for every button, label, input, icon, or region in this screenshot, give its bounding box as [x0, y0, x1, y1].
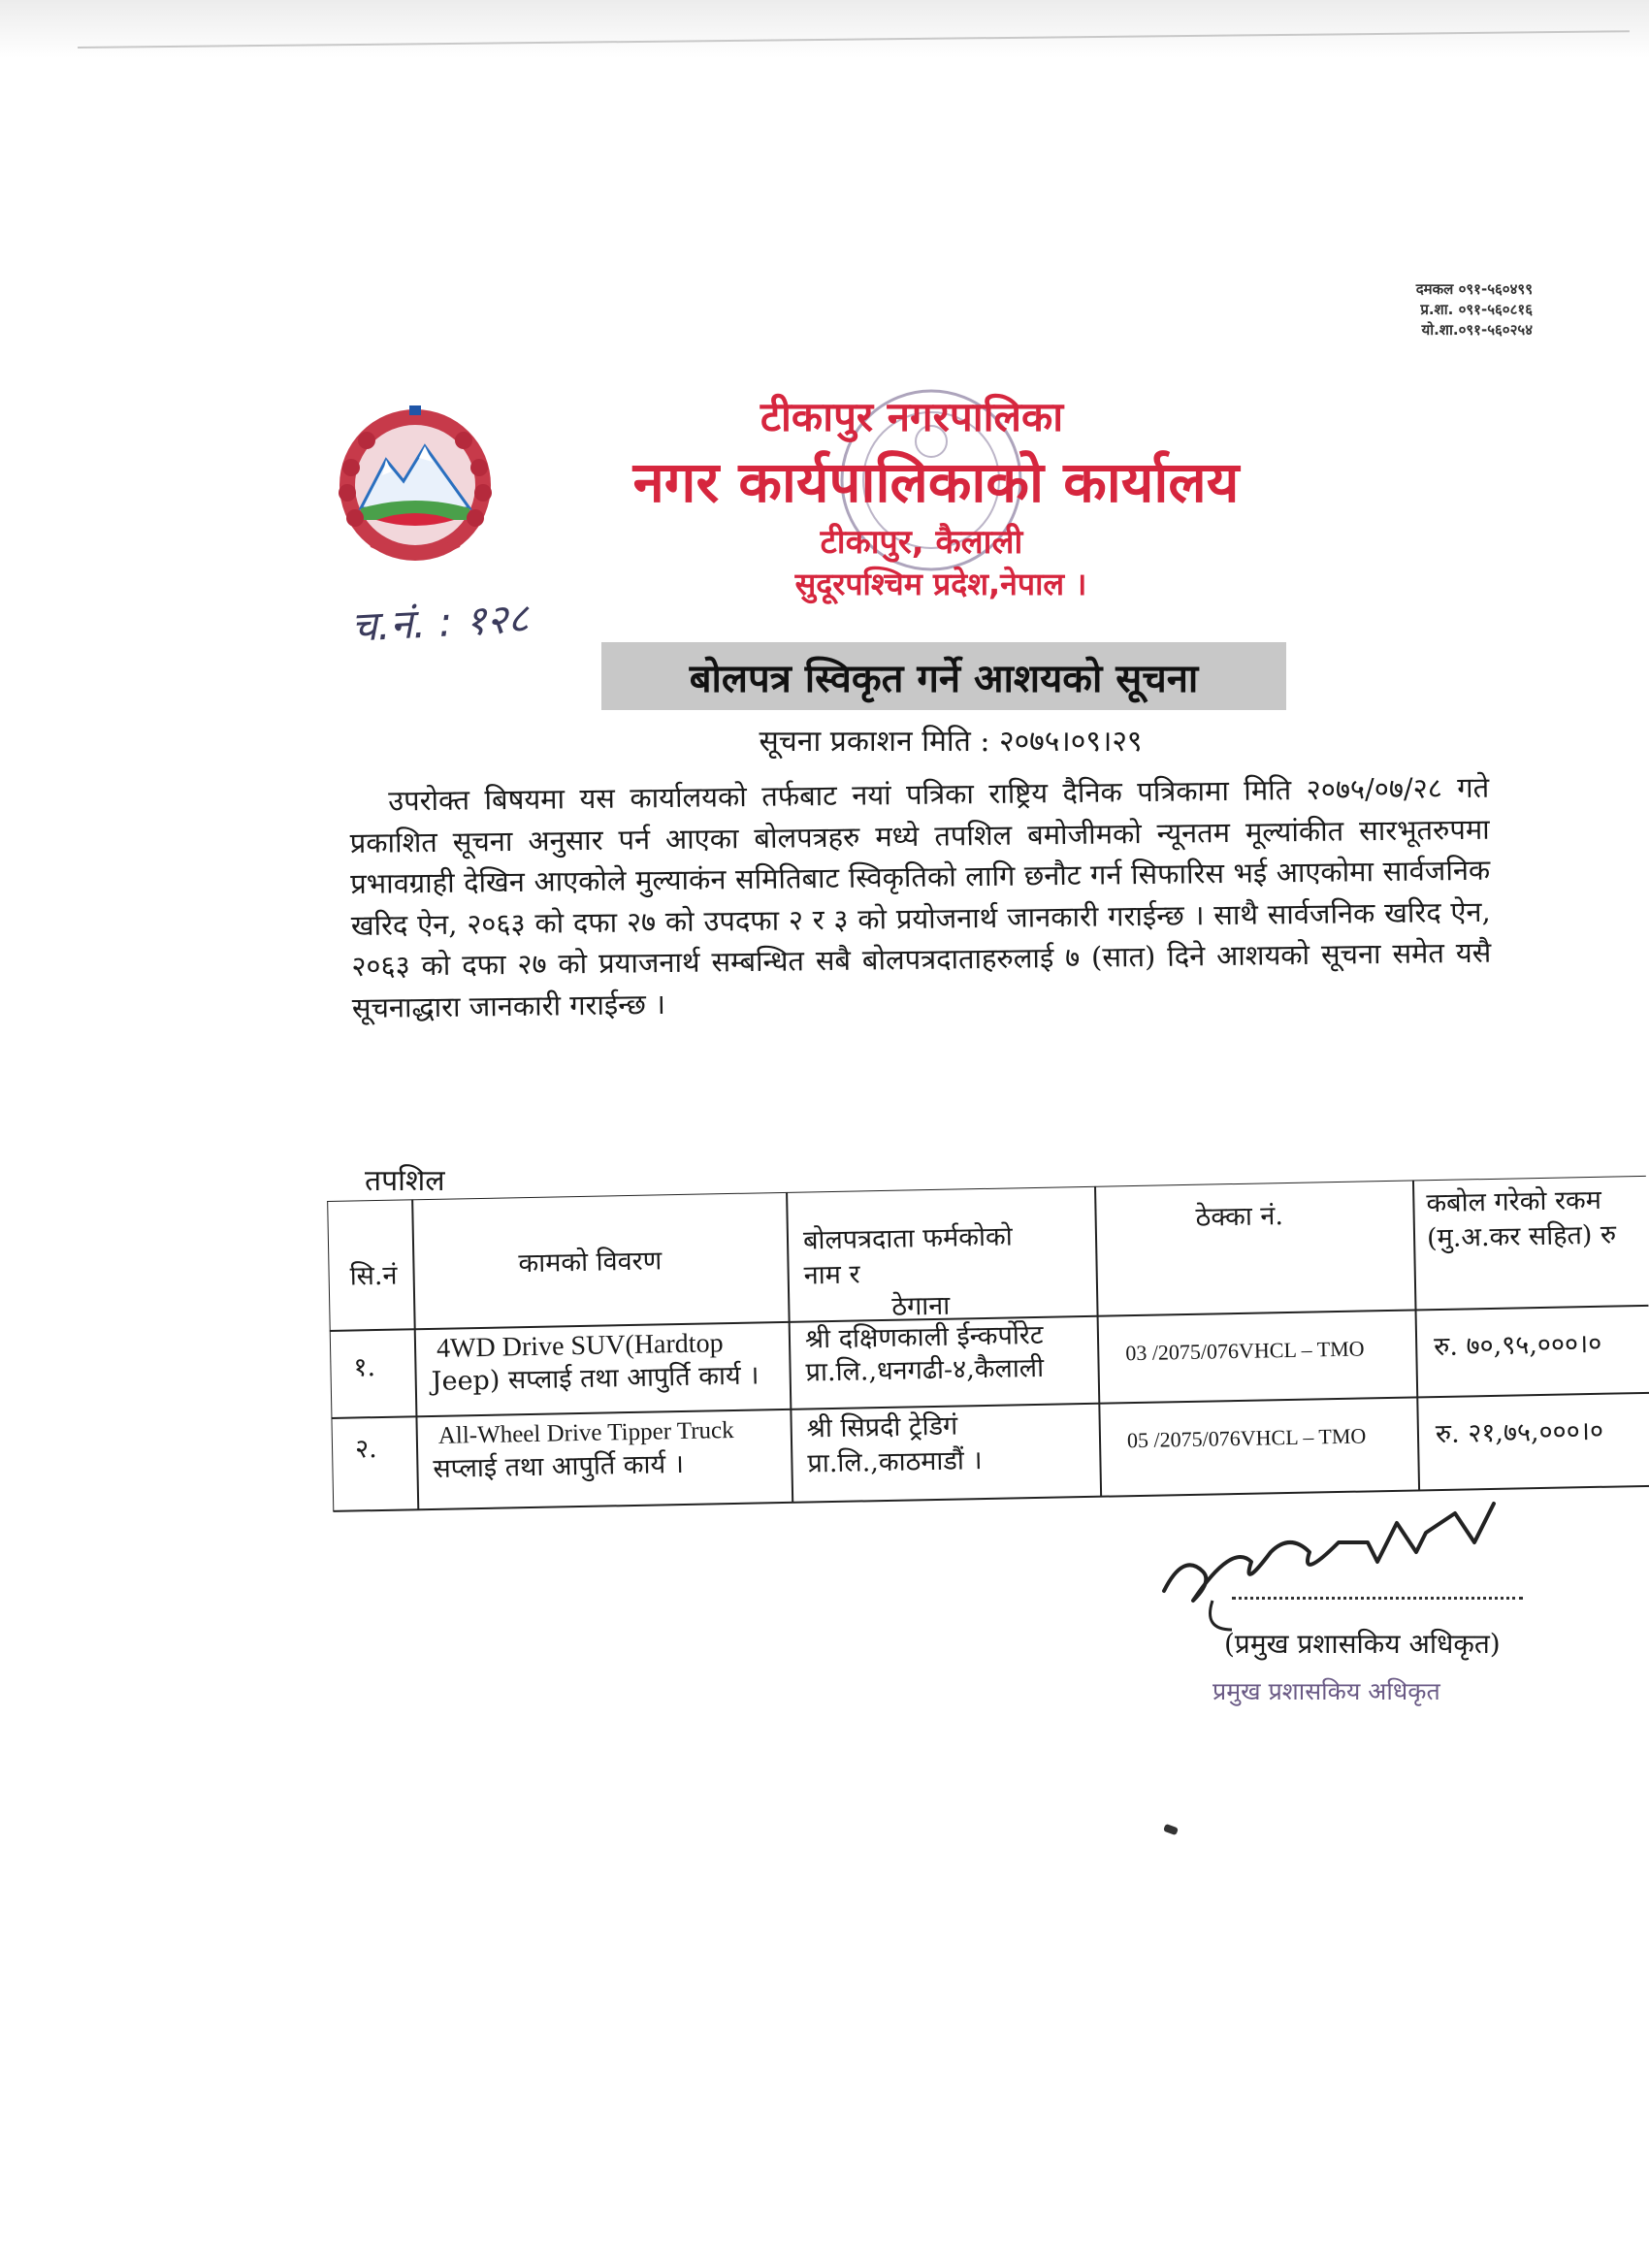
row1-bidder-line2: प्रा.लि.,धनगढी-४,कैलाली [805, 1352, 1045, 1388]
contact-admin: प्र.शा. ०९१-५६०८१६ [1420, 301, 1533, 318]
schedule-label: तपशिल [365, 1164, 445, 1198]
header-contract-no: ठेक्का नं. [1195, 1201, 1284, 1233]
signatory-title: (प्रमुख प्रशासकिय अधिकृत) [1224, 1628, 1501, 1660]
scan-speck [1163, 1824, 1179, 1835]
contact-fire: दमकल ०९१-५६०४९९ [1415, 280, 1533, 298]
reference-number: च.नं. : १२८ [349, 594, 531, 651]
row1-sn: १. [353, 1352, 376, 1383]
nepal-emblem-icon [328, 400, 502, 567]
header-bidder-line2: नाम र [803, 1259, 860, 1291]
signature-icon [1145, 1484, 1552, 1639]
row1-desc-line1: 4WD Drive SUV(Hardtop [436, 1328, 724, 1364]
row2-contract-no: 05 /2075/076VHCL – TMO [1126, 1423, 1367, 1453]
signature-line [1232, 1591, 1523, 1600]
signatory-stamp: प्रमुख प्रशासकिय अधिकृत [1212, 1677, 1440, 1705]
office-address: टीकापुर, कैलाली [820, 523, 1023, 562]
row1-amount: रु. ७०,९५,०००।० [1433, 1328, 1602, 1363]
header-description: कामको विवरण [518, 1246, 663, 1280]
row2-amount: रु. २१,७५,०००।० [1435, 1415, 1604, 1450]
row1-bidder-line1: श्री दक्षिणकाली ईन्कर्पोरेट [804, 1319, 1044, 1355]
header-amount-line1: कबोल गरेको रकम [1426, 1184, 1602, 1219]
header-amount-line2: (मु.अ.कर सहित) रु [1426, 1219, 1617, 1254]
notice-body: उपरोक्त बिषयमा यस कार्यालयको तर्फबाट नयां पत्रिका राष्ट्रिय दैनिक पत्रिकामा मिति २०७५/०७/२८ गते प्रकाशित सूचना अनुसार पर्न आएका बोलपत्रहरु मध्ये तपशिल बमोजीमको न्यूनतम मूल्यांकीत सारभूतरुपमा प्रभावग्राही देखिन आएकोले मुल्याकंन समितिबाट स्विकृतिको लागि छनौट गर्न सिफारिस भई आएकोमा सार्वजनिक खरिद ऐन, २०६३ को दफा २७ को उपदफा २ र ३ को प्रयोजनार्थ जानकारी गराईन्छ । साथै सार्वजनिक खरिद ऐन, २०६३ को दफा २७ को प्रयाजनार्थ सम्बन्धित सबै बोलपत्रदाताहरुलाई ७ (सात) दिने आशयको सूचना समेत यसै सूचनाद्धारा जानकारी गराईन्छ । [349, 770, 1492, 1024]
header-sn: सि.नं [349, 1260, 398, 1292]
header-bidder-line1: बोलपत्रदाता फर्मकोको [802, 1221, 1013, 1256]
header-bidder-line3: ठेगाना [891, 1290, 951, 1322]
row2-bidder-line2: प्रा.लि.,काठमाडौं । [807, 1445, 983, 1479]
publish-date: सूचना प्रकाशन मिति : २०७५।०९।२९ [759, 725, 1143, 759]
office-name: नगर कार्यपालिकाको कार्यालय [632, 449, 1240, 515]
contact-planning: यो.शा.०९१-५६०२५४ [1421, 321, 1533, 339]
contact-numbers [1358, 279, 1533, 340]
row1-contract-no: 03 /2075/076VHCL – TMO [1125, 1336, 1365, 1366]
row2-bidder-line1: श्री सिप्रदी ट्रेडिगं [806, 1410, 958, 1444]
row2-sn: २. [354, 1434, 377, 1465]
row1-desc-line2: Jeep) सप्लाई तथा आपुर्ति कार्य । [431, 1360, 760, 1397]
notice-title-box [601, 642, 1286, 710]
office-province: सुदूरपश्चिम प्रदेश,नेपाल । [794, 566, 1087, 602]
notice-title: बोलपत्र स्विकृत गर्ने आशयको सूचना [689, 656, 1199, 701]
row2-desc-line2: सप्लाई तथा आपुर्ति कार्य । [433, 1448, 685, 1484]
row2-desc-line1: All-Wheel Drive Tipper Truck [437, 1416, 734, 1449]
scan-edge-shade [0, 0, 1649, 58]
municipality-name: टीकापुर नगरपालिका [760, 393, 1064, 440]
